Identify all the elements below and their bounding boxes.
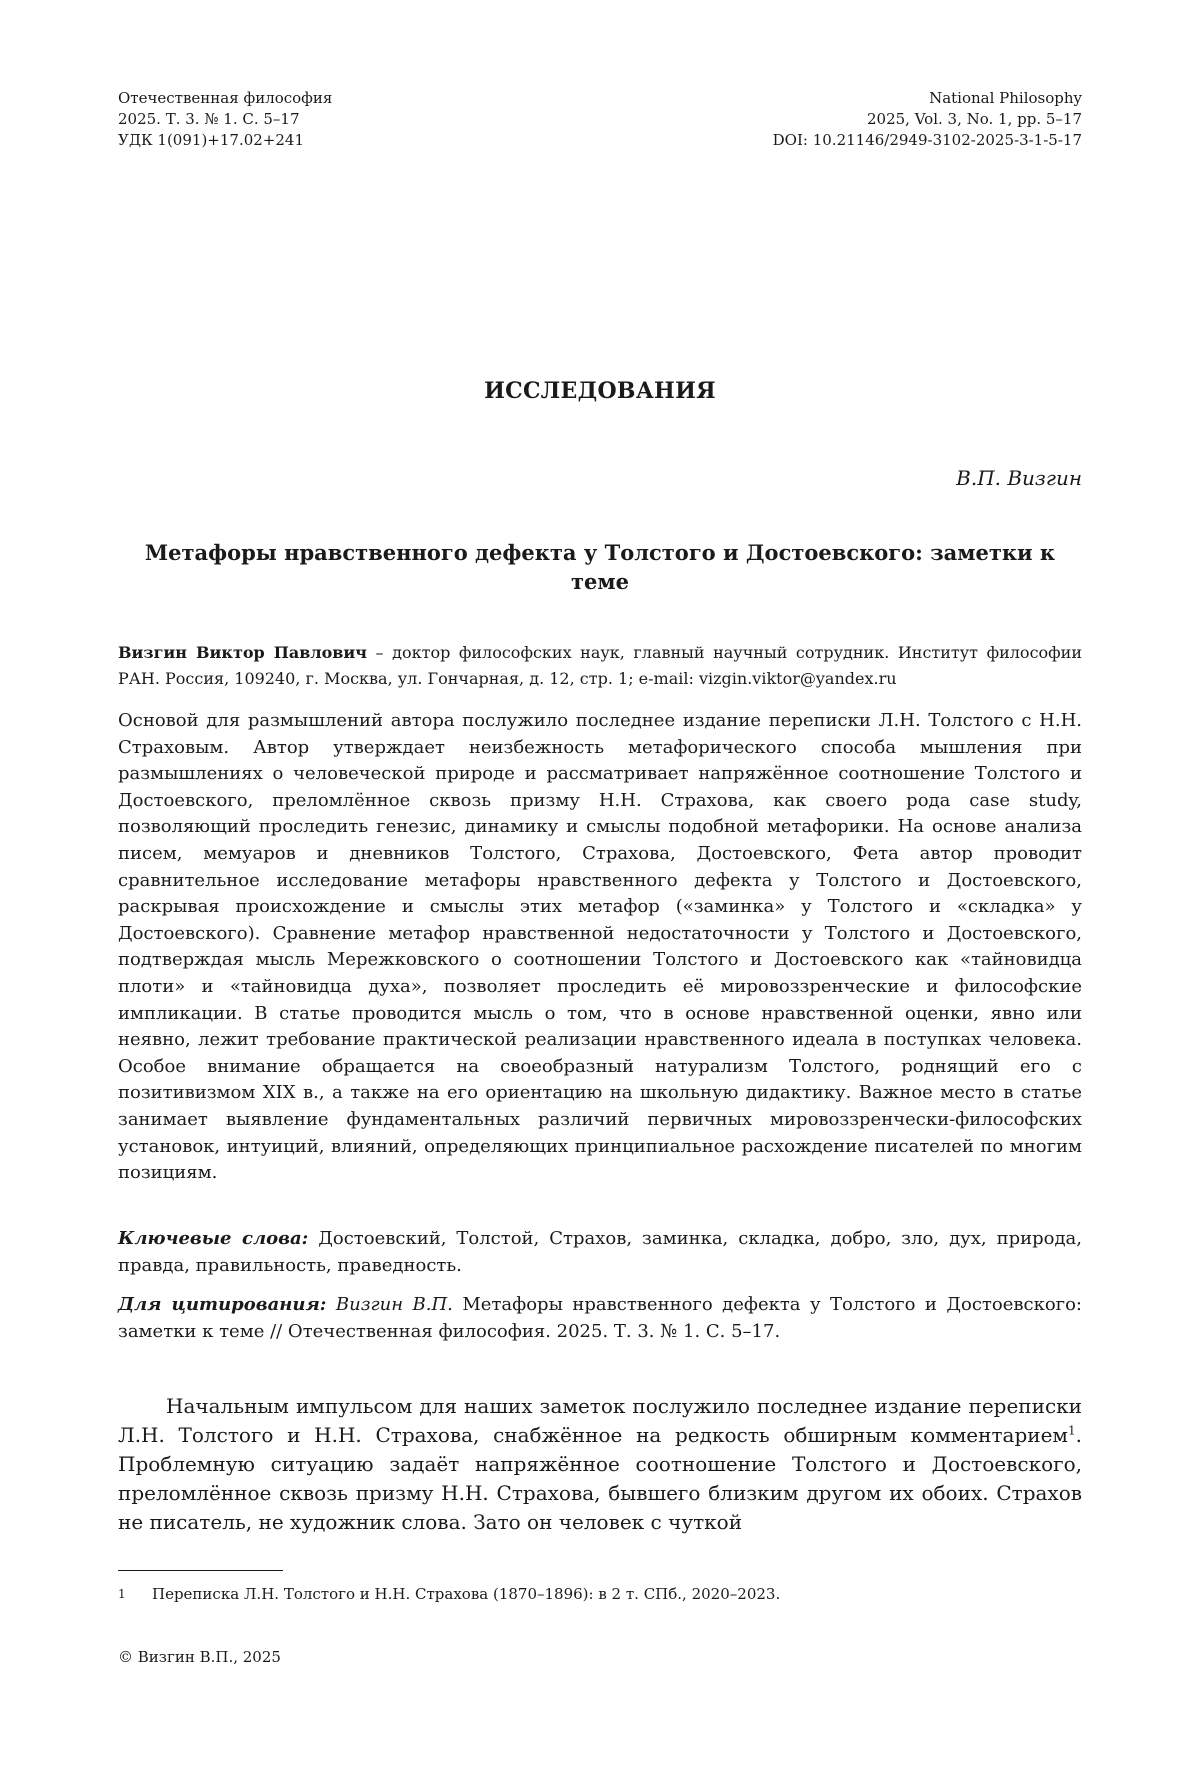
citation-text: Метафоры нравственного дефекта у Толстого и Достоевского: заметки к теме // Отечественная философия. 2025. Т. 3. № 1. С. 5–17. <box>118 1294 1082 1342</box>
issue-info-en: 2025, Vol. 3, No. 1, pp. 5–17 <box>867 110 1082 128</box>
author-details: доктор философских наук, главный научный сотрудник. Институт философии РАН. Россия, 109240, г. Москва, ул. Гончарная, д. 12, стр. 1; e-mail: vizgin.viktor@yandex.ru <box>118 643 1083 688</box>
section-title: ИССЛЕДОВАНИЯ <box>484 378 716 404</box>
body-text-part1: Начальным импульсом для наших заметок послужило последнее издание переписки Л.Н. Толстого и Н.Н. Страхова, снабжённое на редкость обширным комментарием <box>118 1394 1082 1447</box>
header-right <box>773 88 1082 151</box>
issue-info-ru: 2025. Т. 3. № 1. С. 5–17 <box>118 110 300 128</box>
abstract: Основой для размышлений автора послужило последнее издание переписки Л.Н. Толстого с Н.Н. Страховым. Автор утверждает неизбежность метафорического способа мышления при размышлениях о человеческой природе и рассматривает напряжённое соотношение Толстого и Достоевского, преломлённое сквозь призму Н.Н. Страхова, как своего рода case study, позволяющий проследить генезис, динамику и смыслы подобной метафорики. На основе анализа писем, мемуаров и дневников Толстого, Страхова, Достоевского, Фета автор проводит сравнительное исследование метафоры нравственного дефекта у Толстого и Достоевского, раскрывая происхождение и смыслы этих метафор («заминка» у Толстого и «складка» у Достоевского). Сравнение метафор нравственной недостаточности у Толстого и Достоевского, подтверждая мысль Мережковского о соотношении Толстого и Достоевского как «тайновидца плоти» и «тайновидца духа», позволяет проследить её мировоззренческие и философские импликации. В статье проводится мысль о том, что в основе нравственной оценки, явно или неявно, лежит требование практической реализации нравственного идеала в поступках человека. Особое внимание обращается на своеобразный натурализм Толстого, роднящий его с позитивизмом XIX в., а также на его ориентацию на школьную дидактику. Важное место в статье занимает выявление фундаментальных различий первичных мировоззренчески-философских установок, интуиций, влияний, определяющих принципиальное расхождение писателей по многим позициям. <box>118 710 1082 1184</box>
citation-label: Для цитирования: <box>118 1294 327 1315</box>
running-header <box>118 88 1082 151</box>
footnote-text: Переписка Л.Н. Толстого и Н.Н. Страхова (1870–1896): в 2 т. СПб., 2020–2023. <box>152 1585 781 1603</box>
article-title <box>118 538 1082 596</box>
keywords-text: Достоевский, Толстой, Страхов, заминка, складка, добро, зло, дух, природа, правда, правильность, праведность. <box>118 1228 1083 1276</box>
citation <box>118 1292 1082 1345</box>
author-full-name: Визгин Виктор Павлович <box>118 643 368 662</box>
journal-name-en: National Philosophy <box>929 89 1082 107</box>
author-name: В.П. Визгин <box>956 466 1082 490</box>
keywords <box>118 1226 1082 1279</box>
keywords-label: Ключевые слова: <box>118 1228 309 1249</box>
footnote-ref[interactable]: 1 <box>1068 1423 1076 1438</box>
footnote-divider <box>118 1570 283 1571</box>
body-paragraph <box>118 1392 1082 1537</box>
author-info <box>118 640 1082 692</box>
footnote-number: 1 <box>118 1587 126 1601</box>
citation-author: Визгин В.П. <box>326 1294 453 1315</box>
body-text-part2: . Проблемную ситуацию задаёт напряжённое соотношение Толстого и Достоевского, преломлённое сквозь призму Н.Н. Страхова, бывшего близким другом их обоих. Страхов не писатель, не художник слова. Зато он человек с чуткой <box>118 1423 1082 1534</box>
udc-code: УДК 1(091)+17.02+241 <box>118 131 304 149</box>
copyright: © Визгин В.П., 2025 <box>118 1648 281 1666</box>
journal-name-ru: Отечественная философия <box>118 89 333 107</box>
author-info-dash: – <box>367 643 393 662</box>
header-left <box>118 88 332 151</box>
footnote <box>118 1584 1082 1604</box>
doi: DOI: 10.21146/2949-3102-2025-3-1-5-17 <box>772 131 1082 149</box>
article-title-text: Метафоры нравственного дефекта у Толстого и Достоевского: заметки к теме <box>144 540 1056 594</box>
